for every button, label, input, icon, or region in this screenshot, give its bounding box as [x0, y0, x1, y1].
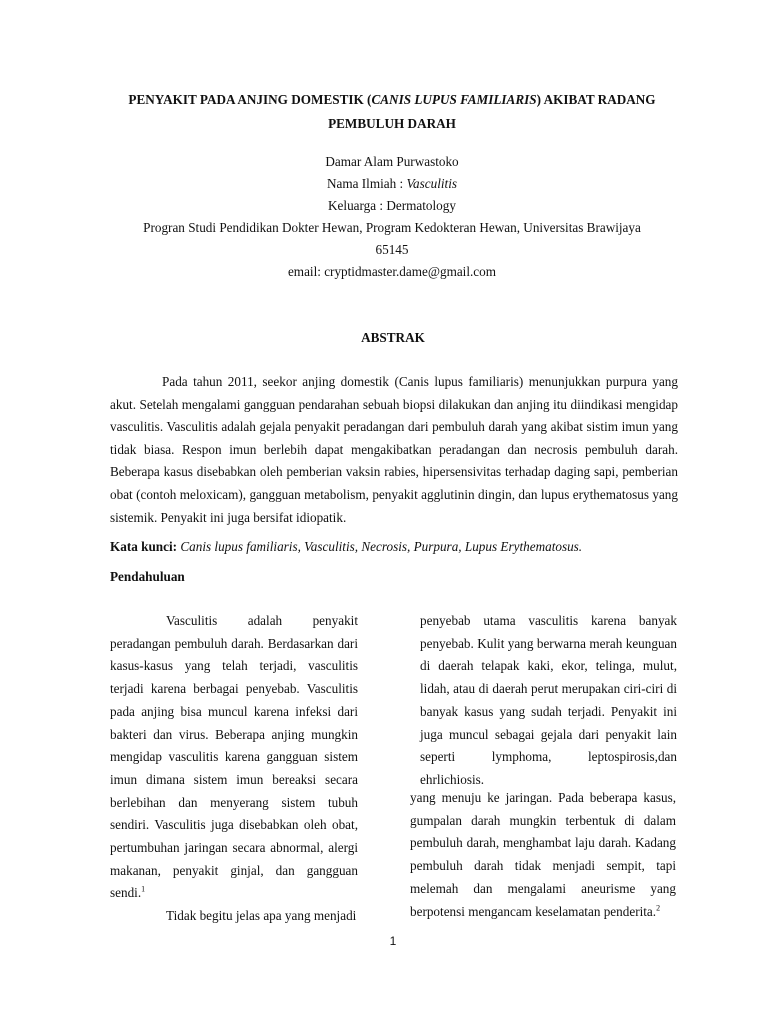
- right-paragraph-2: [410, 787, 676, 923]
- page-number: 1: [389, 934, 397, 948]
- email-line: email: cryptidmaster.dame@gmail.com: [287, 264, 497, 279]
- author-name: Damar Alam Purwastoko: [325, 154, 459, 169]
- title-text-end: ) AKIBAT RADANG PEMBULUH DARAH: [328, 92, 656, 131]
- abstract-text: Pada tahun 2011, seekor anjing domestik (Canis lupus familiaris) menunjukkan purpura yang akut. Setelah mengalami gangguan pendarahan sebuah biopsi dilakukan dan anjing itu diindikasi mengidap vasculitis. Vasculitis adalah gejala penyakit peradangan dari pembuluh darah yang akibat sistim imun yang tidak biasa. Respon imun berlebih dapat mengakibatkan peradangan dan necrosis pembuluh darah. Beberapa kasus disebabkan oleh pemberian vaksin rabies, hipersensivitas terhadap daging sapi, pemberian obat (contoh meloxicam), gangguan metabolism, penyakit agglutinin dingin, dan lupus erythematosus yang sistemik. Penyakit ini juga bersifat idiopatik.: [110, 374, 678, 525]
- right-paragraph-1: penyebab utama vasculitis karena banyak penyebab. Kulit yang berwarna merah keunguan di daerah telapak kaki, ekor, telinga, mulut, lidah, atau di daerah perut merupakan ciri-ciri di banyak kasus yang sudah terjadi. Penyakit ini juga muncul sebagai gejala dari penyakit lain seperti lymphoma, leptospirosis,dan ehrlichiosis.: [420, 613, 677, 787]
- left-column: [110, 610, 358, 928]
- title-species: CANIS LUPUS FAMILIARIS: [371, 92, 537, 107]
- abstract-heading: ABSTRAK: [361, 330, 425, 345]
- footnote-ref-2: 2: [656, 903, 661, 913]
- title-text: PENYAKIT PADA ANJING DOMESTIK (: [128, 92, 372, 107]
- scientific-name-value: Vasculitis: [406, 176, 458, 191]
- right-column-bottom: [410, 787, 676, 923]
- right-column-top: [420, 610, 677, 792]
- scientific-name: [96, 173, 688, 195]
- keywords-label: Kata kunci:: [110, 539, 178, 554]
- left-paragraph-2: Tidak begitu jelas apa yang menjadi: [166, 908, 357, 924]
- intro-heading: Pendahuluan: [110, 569, 185, 584]
- family-line: Keluarga : Dermatology: [328, 198, 456, 213]
- scientific-name-label: Nama Ilmiah :: [326, 176, 407, 191]
- keywords-line: [110, 537, 678, 557]
- paper-title: [100, 88, 684, 136]
- keywords-list: Canis lupus familiaris, Vasculitis, Necrosis, Purpura, Lupus Erythematosus.: [180, 539, 583, 554]
- left-paragraph-1-text: Vasculitis adalah penyakit peradangan pembuluh darah. Berdasarkan dari kasus-kasus yang telah terjadi, vasculitis terjadi karena berbagai penyebab. Vasculitis pada anjing bisa muncul karena infeksi dari bakteri dan virus. Beberapa anjing mungkin mengidap vasculitis karena gangguan sistem imun dimana sistem imun bereaksi secara berlebihan dan menyerang sistem tubuh sendiri. Vasculitis juga disebabkan oleh obat, pertumbuhan jaringan secara abnormal, alergi makanan, penyakit ginjal, dan gangguan sendi.: [110, 613, 358, 901]
- left-paragraph-1: [110, 610, 358, 905]
- affiliation: Progran Studi Pendidikan Dokter Hewan, Program Kedokteran Hewan, Universitas Brawijaya: [143, 220, 641, 235]
- right-paragraph-2-text: yang menuju ke jaringan. Pada beberapa kasus, gumpalan darah mungkin terbentuk di dalam pembuluh darah, menghambat laju darah. Kadang pembuluh darah tidak menjadi sempit, tapi melemah dan mengalami aneurisme yang berpotensi mengancam keselamatan penderita.: [410, 790, 676, 919]
- footnote-ref-1: 1: [141, 885, 146, 895]
- postal-code: 65145: [375, 242, 409, 257]
